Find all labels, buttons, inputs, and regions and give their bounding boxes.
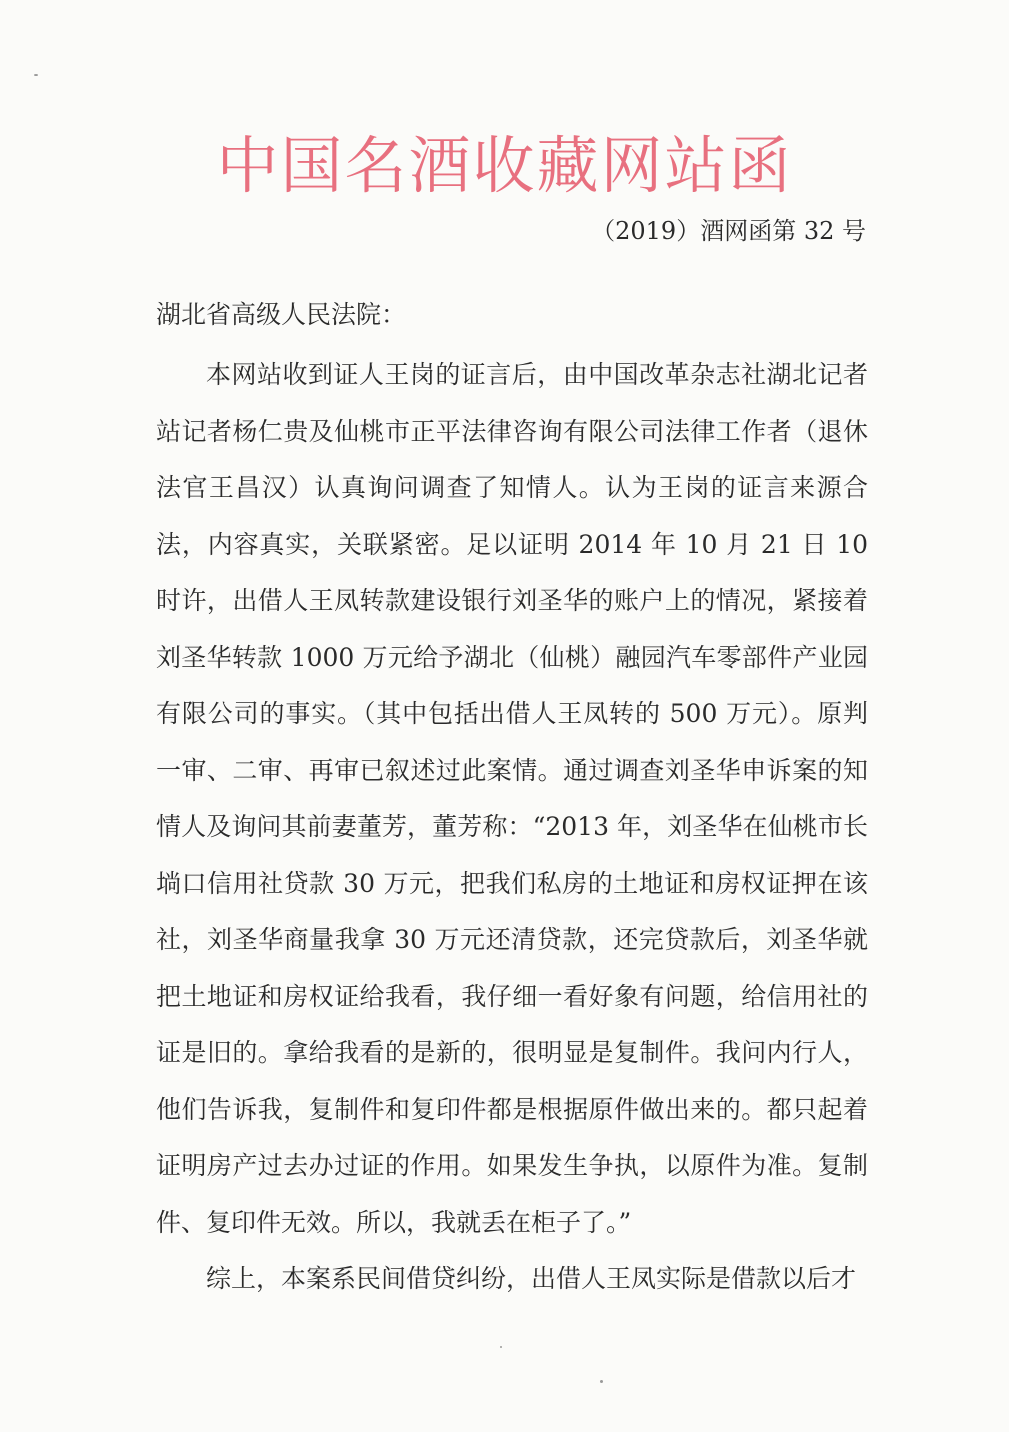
scan-speck bbox=[500, 1346, 502, 1348]
addressee: 湖北省高级人民法院： bbox=[156, 300, 407, 329]
body-paragraph: 本网站收到证人王岗的证言后，由中国改革杂志社湖北记者站记者杨仁贵及仙桃市正平法律咨询有限公司法律工作者（退休法官王昌汉）认真询问调查了知情人。认为王岗的证言来源合法，内容真实，关联紧密。足以证明 2014 年 10 月 21 日 10 时许，出借人王凤转款建设银行刘圣华的账户上的情况，紧接着刘圣华转款 1000 万元给予湖北（仙桃）融园汽车零部件产业园有限公司的事实。（其中包括出借人王凤转的 500 万元）。原判一审、二审、再审已叙述过此案情。通过调查刘圣华申诉案的知情人及询问其前妻董芳，董芳称：“2013 年，刘圣华在仙桃市长埫口信用社贷款 30 万元，把我们私房的土地证和房权证押在该社，刘圣华商量我拿 30 万元还清贷款，还完贷款后，刘圣华就把土地证和房权证给我看，我仔细一看好象有问题，给信用社的证是旧的。拿给我看的是新的，很明显是复制件。我问内行人，他们告诉我，复制件和复印件都是根据原件做出来的。都只起着证明房产过去办过证的作用。如果发生争执，以原件为准。复制件、复印件无效。所以，我就丢在柜子了。” bbox=[156, 360, 868, 1237]
document-number: （2019）酒网函第 32 号 bbox=[591, 217, 866, 245]
letter-body bbox=[156, 347, 868, 1308]
letterhead-title: 中国名酒收藏网站函 bbox=[216, 129, 793, 202]
scan-speck bbox=[600, 1380, 603, 1383]
body-paragraph: 综上，本案系民间借贷纠纷，出借人王凤实际是借款以后才 bbox=[206, 1264, 857, 1293]
scan-speck bbox=[34, 74, 38, 76]
